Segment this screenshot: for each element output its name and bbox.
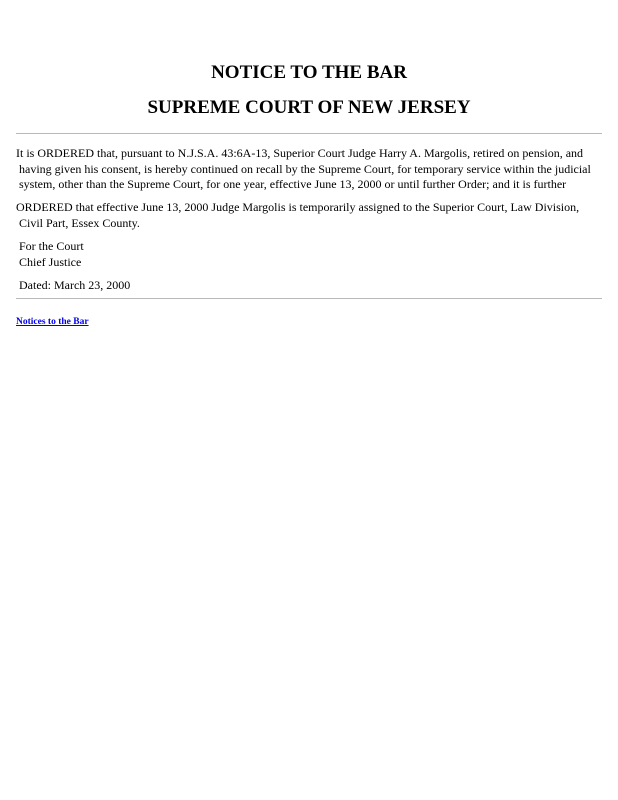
order-paragraph-1 [16,146,602,193]
order-paragraph-2-line: ORDERED that effective June 13, 2000 Judge Margolis is temporarily assigned to the Superior Court, Law Division, [16,200,580,214]
signature-block [16,239,605,270]
order-paragraph-1-line: system, other than the Supreme Court, for one year, effective June 13, 2000 or until further Order; and it is further [19,177,567,191]
order-paragraph-2 [16,200,602,231]
order-paragraph-1-line: It is ORDERED that, pursuant to N.J.S.A. 43:6A-13, Superior Court Judge Harry A. Margolis, retired on pension, and [16,146,584,160]
notices-to-the-bar-link[interactable]: Notices to the Bar [16,317,89,327]
order-paragraph-1-line: having given his consent, is hereby continued on recall by the Supreme Court, for temporary service within the judicial [19,161,591,176]
signature-line: For the Court [19,239,84,253]
date-line: Dated: March 23, 2000 [19,278,131,292]
bottom-divider [16,298,602,299]
signature-line: Chief Justice [19,254,82,269]
court-name: SUPREME COURT OF NEW JERSEY [147,97,471,118]
order-paragraph-2-line: Civil Part, Essex County. [19,215,140,230]
page-title: NOTICE TO THE BAR [211,62,407,83]
top-divider [16,133,602,134]
